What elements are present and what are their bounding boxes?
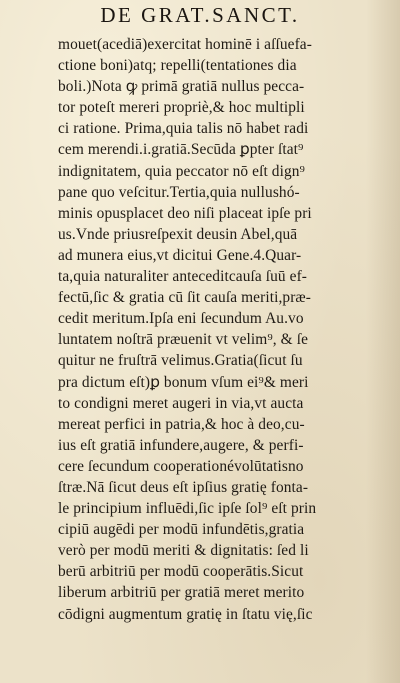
text-line: cere ſecundum cooperationévolūtatisno (58, 457, 304, 475)
text-line: us.Vnde priusreſpexit deusin Abel,quā (58, 225, 298, 243)
body-text (58, 34, 376, 625)
text-line: mouet(acediā)exercitat hominē i aſſuefa- (58, 36, 312, 53)
text-line: verò per modū meriti & dignitatis: ſed li (58, 542, 309, 560)
text-line: luntatem noſtrā præuenit vt velim⁹, & ſe (58, 331, 309, 349)
text-line: to condigni meret augeri in via,vt aucta (58, 394, 304, 412)
text-line: quitur ne fruſtrā velimus.Gratia(ſicut ſu (58, 352, 303, 370)
text-line: ſtræ.Nā ſicut deus eſt ipſius gratię fonta- (58, 478, 309, 496)
text-line: ius eſt gratiā infundere,augere, & perfi- (58, 436, 304, 454)
text-line: cedit meritum.Ipſa eni ſecundum Au.vo (58, 310, 304, 328)
text-line: boli.)Nota ꝙ primā gratiā nullus pecca- (58, 78, 305, 96)
text-line: le principium influēdi,ſic ipſe ſol⁹ eſt prin (58, 500, 317, 518)
text-line: cem merendi.i.gratiā.Secūda ꝑpter ſtat⁹ (58, 141, 304, 159)
text-line: pane quo veſcitur.Tertia,quia nullushó- (58, 183, 300, 201)
text-line: berū arbitriū per modū cooperātis.Sicut (58, 563, 304, 581)
text-line: ta,quia naturaliter anteceditcauſa ſuū ef- (58, 268, 308, 286)
text-line: minis opusplacet deo niſi placeat ipſe pri (58, 204, 312, 222)
text-line: indignitatem, quia peccator nō eſt dign⁹ (58, 162, 305, 180)
text-line: ad munera eius,vt dicitui Gene.4.Quar- (58, 246, 302, 264)
text-line: mereat perfici in patria,& hoc à deo,cu- (58, 415, 305, 433)
text-line: cōdigni augmentum gratię in ſtatu vię,ſic (58, 605, 313, 623)
text-line: fectū,ſic & gratia cū ſit cauſa meriti,præ- (58, 289, 312, 307)
text-line: tor poteſt mereri propriè,& hoc multipli (58, 99, 305, 117)
text-line: cipiū augēdi per modū infundētis,gratia (58, 521, 305, 539)
text-line: ctione boni)atq; repelli(tentationes dia (58, 57, 297, 75)
text-line: pra dictum eſt)ꝑ bonum vſum ei⁹& meri (58, 373, 309, 391)
text-line: ci ratione. Prima,quia talis nō habet radi (58, 120, 309, 138)
running-head: DE GRAT.SANCT. (100, 3, 300, 27)
text-line: liberum arbitriū per gratiā meret merito (58, 584, 305, 602)
